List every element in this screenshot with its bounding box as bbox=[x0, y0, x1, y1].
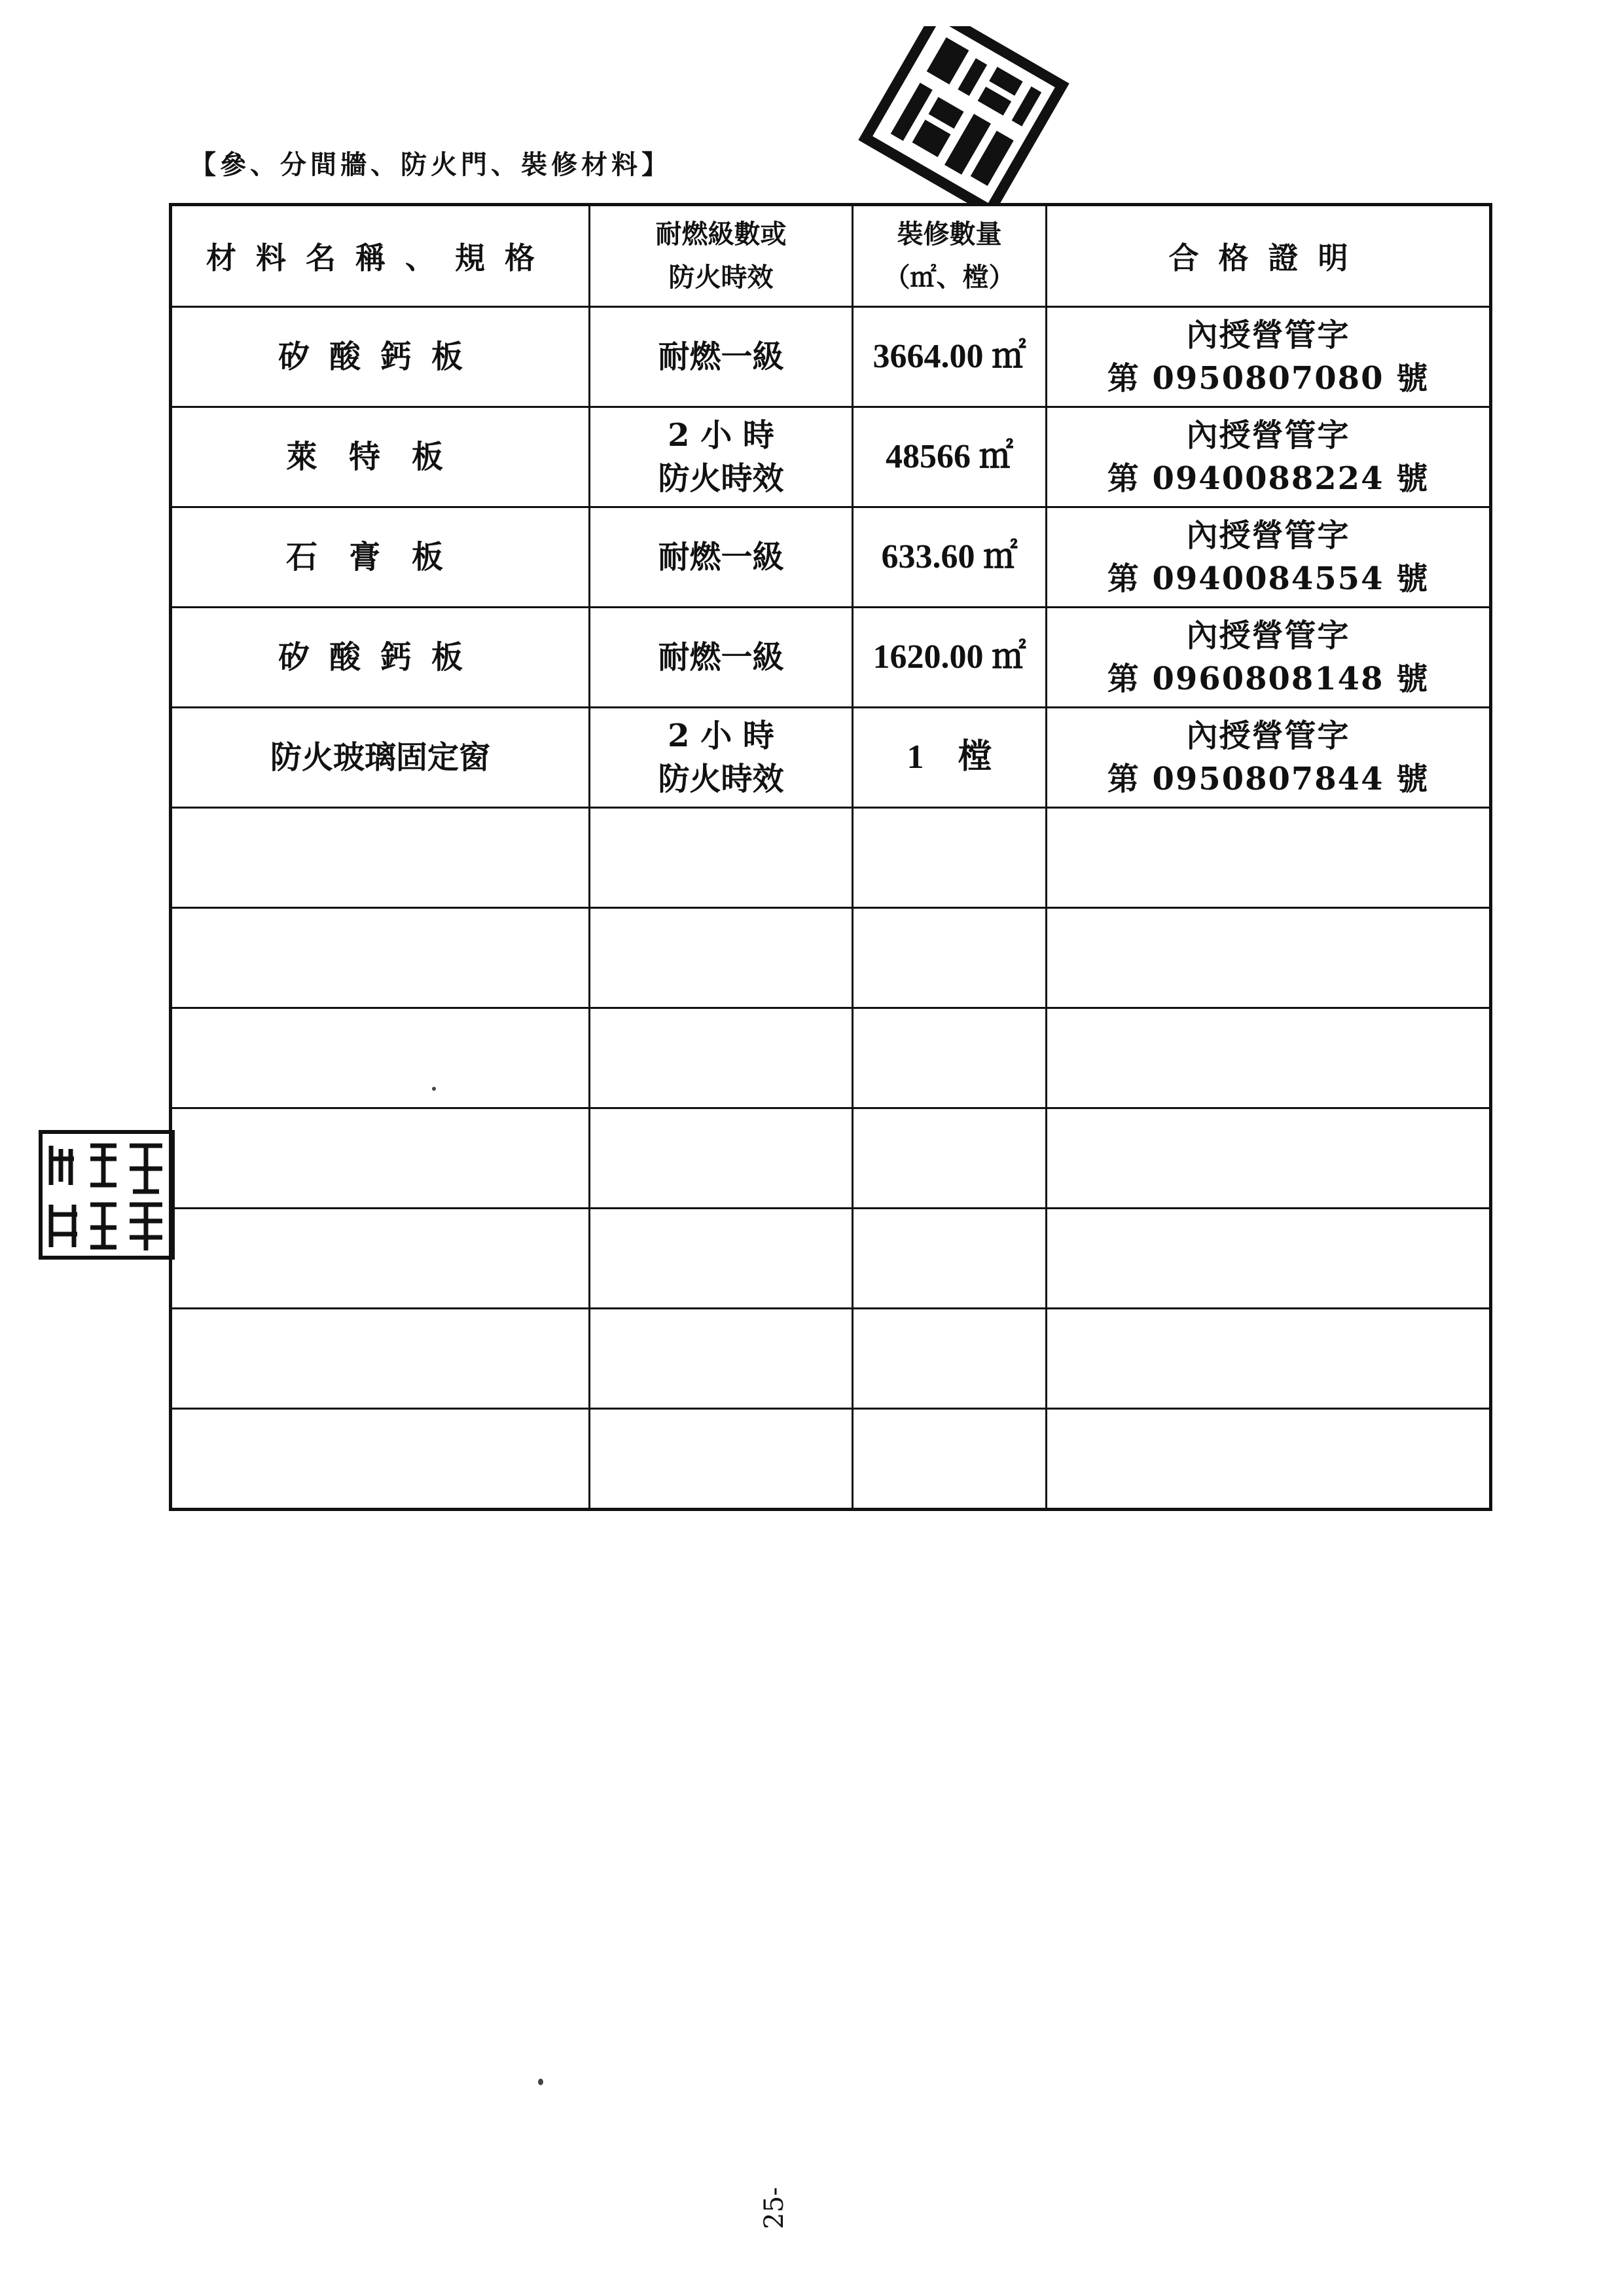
seal-stamp-top-right bbox=[851, 26, 1073, 203]
table-row-empty bbox=[171, 908, 1491, 1008]
empty-cell bbox=[171, 808, 590, 908]
cell-quantity: 633.60 ㎡ bbox=[853, 507, 1047, 608]
empty-cell bbox=[171, 1309, 590, 1409]
cell-material-name: 防火玻璃固定窗 bbox=[171, 708, 590, 808]
empty-cell bbox=[590, 1409, 853, 1510]
table-row-empty bbox=[171, 1309, 1491, 1409]
materials-table bbox=[169, 203, 1492, 1511]
section-heading: 【參、分間牆、防火門、裝修材料】 bbox=[190, 149, 672, 180]
table-row bbox=[171, 407, 1491, 507]
empty-cell bbox=[171, 1108, 590, 1209]
header-material-name: 材料名稱、規格 bbox=[171, 205, 590, 307]
empty-cell bbox=[1047, 1209, 1491, 1309]
empty-cell bbox=[171, 1409, 590, 1510]
table-row bbox=[171, 507, 1491, 608]
empty-cell bbox=[171, 908, 590, 1008]
empty-cell bbox=[590, 1008, 853, 1108]
cell-material-name: 石膏板 bbox=[171, 507, 590, 608]
empty-cell bbox=[171, 1209, 590, 1309]
cell-rating: 2 小 時 防火時效 bbox=[590, 708, 853, 808]
empty-cell bbox=[1047, 1108, 1491, 1209]
cell-quantity: 48566 ㎡ bbox=[853, 407, 1047, 507]
empty-cell bbox=[853, 1209, 1047, 1309]
cell-certificate: 內授營管字 第 0960808148 號 bbox=[1047, 608, 1491, 708]
table-row bbox=[171, 307, 1491, 407]
empty-cell bbox=[590, 1209, 853, 1309]
cell-quantity: 3664.00 ㎡ bbox=[853, 307, 1047, 407]
empty-cell bbox=[1047, 1008, 1491, 1108]
table-row-empty bbox=[171, 1008, 1491, 1108]
table-header-row bbox=[171, 205, 1491, 307]
table-row-empty bbox=[171, 1209, 1491, 1309]
empty-cell bbox=[853, 1008, 1047, 1108]
cell-rating: 耐燃一級 bbox=[590, 307, 853, 407]
cell-material-name: 矽酸鈣板 bbox=[171, 307, 590, 407]
cell-quantity: 1620.00 ㎡ bbox=[853, 608, 1047, 708]
empty-cell bbox=[853, 808, 1047, 908]
cell-rating: 2 小 時 防火時效 bbox=[590, 407, 853, 507]
empty-cell bbox=[590, 1309, 853, 1409]
empty-cell bbox=[853, 1108, 1047, 1209]
empty-cell bbox=[590, 908, 853, 1008]
header-quantity: 裝修數量 （㎡、樘） bbox=[853, 205, 1047, 307]
cell-material-name: 萊特板 bbox=[171, 407, 590, 507]
empty-cell bbox=[1047, 908, 1491, 1008]
table-row-empty bbox=[171, 1108, 1491, 1209]
empty-cell bbox=[590, 808, 853, 908]
cell-certificate: 內授營管字 第 0940084554 號 bbox=[1047, 507, 1491, 608]
table-row-empty bbox=[171, 808, 1491, 908]
scan-speck bbox=[432, 1087, 436, 1091]
empty-cell bbox=[1047, 1309, 1491, 1409]
table-row-empty bbox=[171, 1409, 1491, 1510]
cell-rating: 耐燃一級 bbox=[590, 608, 853, 708]
cell-certificate: 內授營管字 第 0940088224 號 bbox=[1047, 407, 1491, 507]
empty-cell bbox=[853, 1309, 1047, 1409]
empty-cell bbox=[1047, 808, 1491, 908]
empty-cell bbox=[590, 1108, 853, 1209]
empty-cell bbox=[853, 1409, 1047, 1510]
table-row bbox=[171, 608, 1491, 708]
scan-speck bbox=[538, 2079, 543, 2085]
seal-stamp-left-margin bbox=[38, 1129, 175, 1260]
empty-cell bbox=[171, 1008, 590, 1108]
cell-material-name: 矽酸鈣板 bbox=[171, 608, 590, 708]
page-number: 25- bbox=[759, 2187, 789, 2229]
cell-quantity: 1 樘 bbox=[853, 708, 1047, 808]
table-row bbox=[171, 708, 1491, 808]
header-rating: 耐燃級數或 防火時效 bbox=[590, 205, 853, 307]
empty-cell bbox=[853, 908, 1047, 1008]
header-certificate: 合格證明 bbox=[1047, 205, 1491, 307]
empty-cell bbox=[1047, 1409, 1491, 1510]
cell-rating: 耐燃一級 bbox=[590, 507, 853, 608]
cell-certificate: 內授營管字 第 0950807844 號 bbox=[1047, 708, 1491, 808]
cell-certificate: 內授營管字 第 0950807080 號 bbox=[1047, 307, 1491, 407]
